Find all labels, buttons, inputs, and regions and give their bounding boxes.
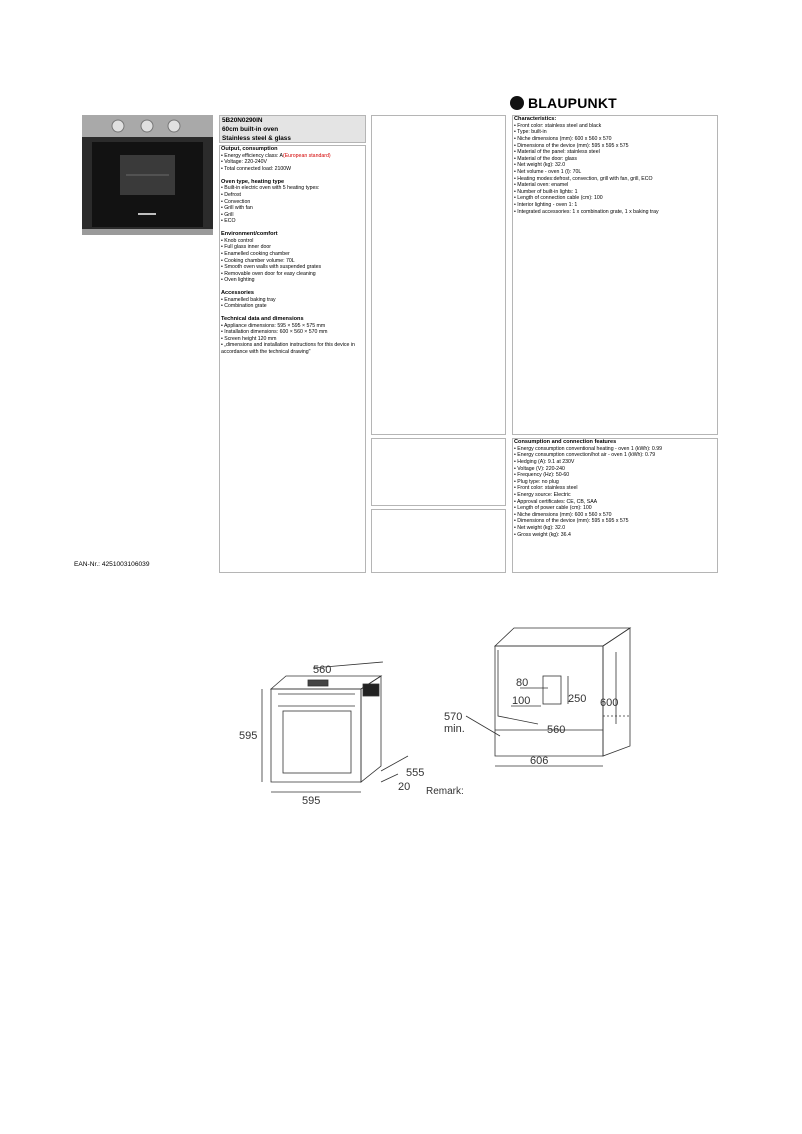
dim-80: 80 (516, 677, 529, 689)
output-heading: Output, consumption (221, 146, 278, 152)
list-item: • Cooking chamber volume: 70L (221, 257, 295, 264)
list-item: • ECO (221, 218, 236, 225)
consumption-panel (512, 438, 718, 573)
list-item: • Net weight (kg): 32.0 (514, 524, 566, 531)
list-item: • Voltage: 220-240V (221, 159, 267, 166)
list-item: • Full glass inner door (221, 244, 271, 251)
list-item: • Interior lighting - oven 1: 1 (514, 201, 578, 208)
list-item: • Integrated accessories: 1 x combination grate, 1 x baking tray (514, 208, 659, 215)
list-item: • Appliance dimensions: 595 × 595 × 575 mm (221, 322, 326, 329)
list-item: • Energy consumption convection/hot air - oven 1 (kWh): 0.79 (514, 452, 656, 459)
empty-panel (371, 115, 506, 435)
oven-photo (82, 115, 213, 235)
list-item: • Gross weight (kg): 36.4 (514, 531, 571, 538)
model-number: 5B20N0290IN (222, 117, 263, 124)
list-item: • Energy source: Electric (514, 491, 571, 498)
list-item: • Hedging (A): 9.1 at 230V (514, 458, 575, 465)
dim-555-depth: 555 (406, 767, 425, 779)
list-item: • Niche dimensions (mm): 600 x 560 x 570 (514, 135, 612, 142)
list-item: • Oven lighting (221, 277, 255, 284)
list-item: • Niche dimensions (mm): 600 x 560 x 570 (514, 511, 612, 518)
list-item: • Energy consumption conventional heating - oven 1 (kWh): 0.99 (514, 445, 663, 452)
consumption-heading: Consumption and connection features (514, 439, 617, 445)
product-title: 60cm built-in oven (222, 125, 279, 133)
dim-560-inner: 560 (547, 724, 566, 736)
logo-dot-icon (510, 96, 524, 110)
list-item: • Front color: stainless steel (514, 485, 578, 492)
list-item: • Net weight (kg): 32.0 (514, 162, 566, 169)
list-item: • Material of the door: glass (514, 155, 577, 162)
list-item: • Type: built-in (514, 129, 547, 136)
list-item: • Frequency (Hz): 50-60 (514, 472, 570, 479)
dim-595-width: 595 (302, 795, 321, 807)
list-item: • Heating modes:defrost, convection, grill with fan, grill, ECO (514, 175, 653, 182)
list-item: • Length of power cable (cm): 100 (514, 505, 592, 512)
list-item: • Length of connection cable (cm): 100 (514, 195, 603, 202)
characteristics-heading: Characteristics: (514, 116, 557, 122)
dim-min-label: min. (444, 723, 465, 735)
remark-label: Remark: (426, 786, 464, 797)
list-item: • Removable oven door for easy cleaning (221, 270, 316, 277)
dim-560-top: 560 (313, 664, 332, 676)
list-item: • Material of the panel: stainless steel (514, 149, 600, 156)
list-item: • Installation dimensions: 600 × 560 × 570 mm (221, 329, 328, 336)
environment-heading: Environment/comfort (221, 230, 278, 237)
list-item: • Material oven: enamel (514, 182, 569, 189)
list-item: • Enamelled baking tray (221, 296, 276, 303)
accessories-heading: Accessories (221, 289, 254, 296)
list-item: • Enamelled cooking chamber (221, 250, 290, 257)
list-item: • Knob control (221, 237, 254, 244)
empty-panel (371, 509, 506, 573)
feature-column (219, 145, 366, 573)
list-item: • Voltage (V): 220-240 (514, 465, 565, 472)
efficiency-standard: (European standard) (282, 152, 331, 159)
dim-606-outer: 606 (530, 755, 549, 767)
model-header (219, 115, 366, 143)
characteristics-panel (512, 115, 718, 435)
list-item: • Grill (221, 211, 234, 218)
list-item: • Number of built-in lights: 1 (514, 188, 578, 195)
list-item: • Plug type: no plug (514, 478, 559, 485)
dim-570: 570 (444, 711, 463, 723)
list-item: • Combination grate (221, 303, 267, 310)
brand-logo (510, 94, 650, 112)
list-item: • Defrost (221, 191, 241, 198)
list-item: • Dimensions of the device (mm): 595 x 595 x 575 (514, 518, 629, 525)
ean-number: EAN-Nr.: 4251003106039 (74, 561, 150, 568)
oven-type-heading: Oven type, heating type (221, 178, 285, 185)
product-material: Stainless steel & glass (222, 134, 291, 142)
dim-100: 100 (512, 695, 531, 707)
technical-heading: Technical data and dimensions (221, 315, 304, 322)
brand-name: BLAUPUNKT (528, 95, 617, 111)
list-item: • Approval certificates: CE, CB, SAA (514, 498, 598, 505)
list-item: • Grill with fan (221, 205, 253, 212)
list-item: • Screen height 120 mm (221, 335, 277, 342)
list-item: • Net volume - oven 1 (l): 70L (514, 168, 582, 175)
efficiency-line (221, 153, 365, 160)
dim-250: 250 (568, 693, 587, 705)
list-item: • „dimensions and installation instructions for this device in accordance with the technical drawing" (221, 342, 355, 356)
list-item: • Front color: stainless steel and black (514, 122, 602, 129)
dim-595-height: 595 (239, 730, 258, 742)
empty-panel (371, 438, 506, 506)
list-item: • Convection (221, 198, 251, 205)
oven-sketch (262, 662, 411, 793)
dim-600-height: 600 (600, 697, 619, 709)
list-item: • Smooth oven walls with suspended grates (221, 264, 322, 271)
dimension-drawing (238, 606, 638, 808)
efficiency-text: • Energy efficiency class: A (221, 152, 283, 159)
dim-20-offset: 20 (398, 781, 411, 793)
list-item: • Total connected load: 2100W (221, 165, 292, 172)
list-item: • Built-in electric oven with 5 heating types: (221, 185, 320, 192)
list-item: • Dimensions of the device (mm): 595 x 595 x 575 (514, 142, 629, 149)
